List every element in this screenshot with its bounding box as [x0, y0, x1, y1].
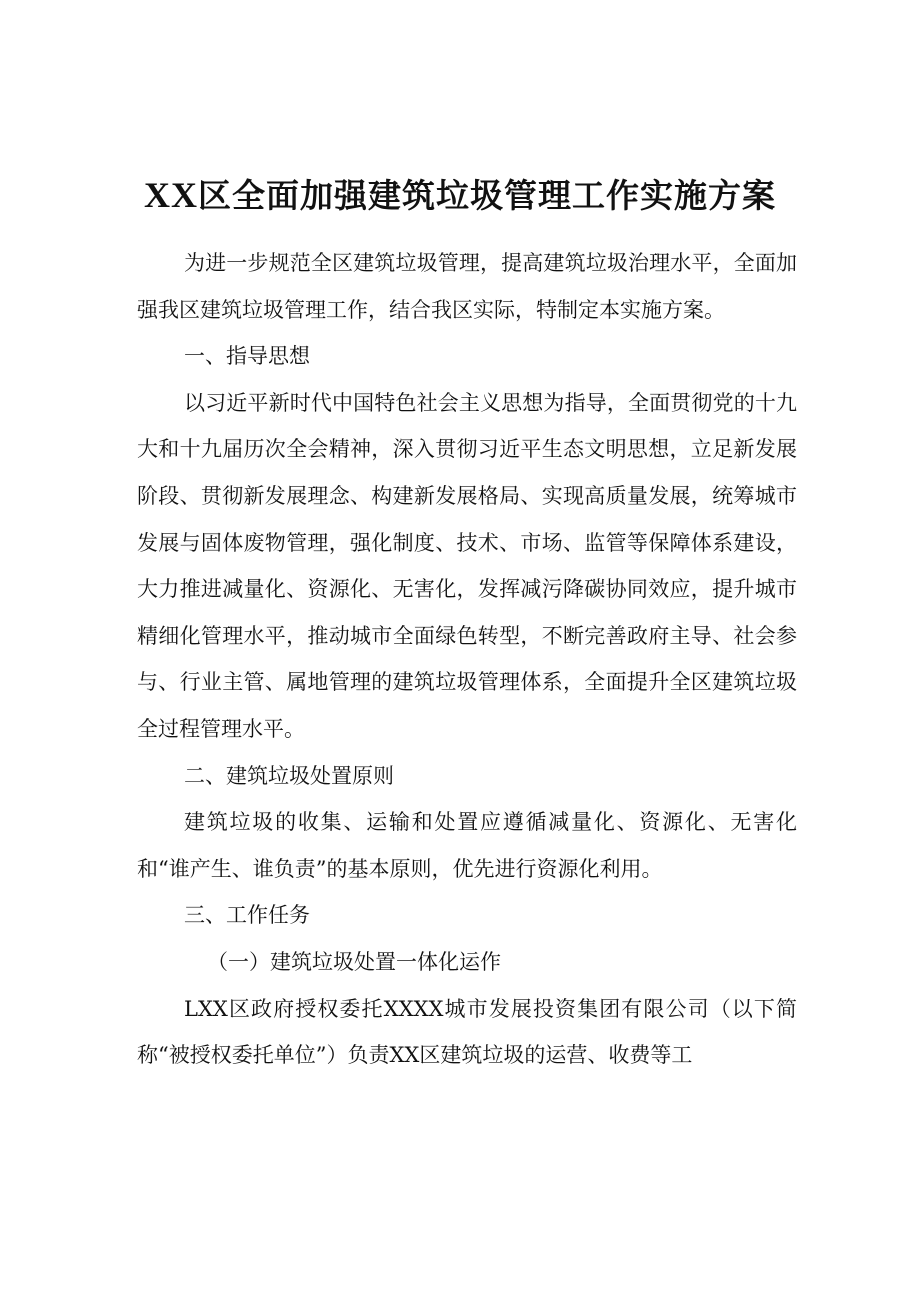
subsection-heading-integrated-disposal: （一）建筑垃圾处置一体化运作 — [207, 949, 501, 974]
guiding-thought-paragraph: 以习近平新时代中国特色社会主义思想为指导，全面贯彻党的十九大和十九届历次全会精神，深入贯彻习近平生态文明思想，立足新发展阶段、贯彻新发展理念、构建新发展格局、实现高质量发展，统筹城市发展与固体废物管理，强化制度、技术、市场、监管等保障体系建设，大力推进减量化、资源化、无害化，发挥减污降碳协同效应，提升城市精细化管理水平，推动城市全面绿色转型，不断完善政府主导、社会参与、行业主管、属地管理的建筑垃圾管理体系，全面提升全区建筑垃圾全过程管理水平。 — [137, 390, 797, 741]
section-heading-disposal-principles: 二、建筑垃圾处置原则 — [184, 763, 394, 788]
section-heading-work-tasks: 三、工作任务 — [184, 903, 310, 928]
intro-paragraph: 为进一步规范全区建筑垃圾管理，提高建筑垃圾治理水平，全面加强我区建筑垃圾管理工作，结合我区实际，特制定本实施方案。 — [137, 251, 797, 322]
integrated-disposal-paragraph: LXX区政府授权委托XXXX城市发展投资集团有限公司（以下简称“被授权委托单位”）负责XX区建筑垃圾的运营、收费等工 — [137, 996, 797, 1068]
document-body — [137, 240, 797, 1079]
title-prefix: XX — [144, 175, 198, 215]
title-text: 区全面加强建筑垃圾管理工作实施方案 — [198, 176, 776, 215]
document-title — [0, 170, 920, 217]
disposal-principles-paragraph: 建筑垃圾的收集、运输和处置应遵循减量化、资源化、无害化和“谁产生、谁负责”的基本原则，优先进行资源化利用。 — [137, 810, 797, 881]
section-heading-guiding-thought: 一、指导思想 — [184, 344, 310, 369]
